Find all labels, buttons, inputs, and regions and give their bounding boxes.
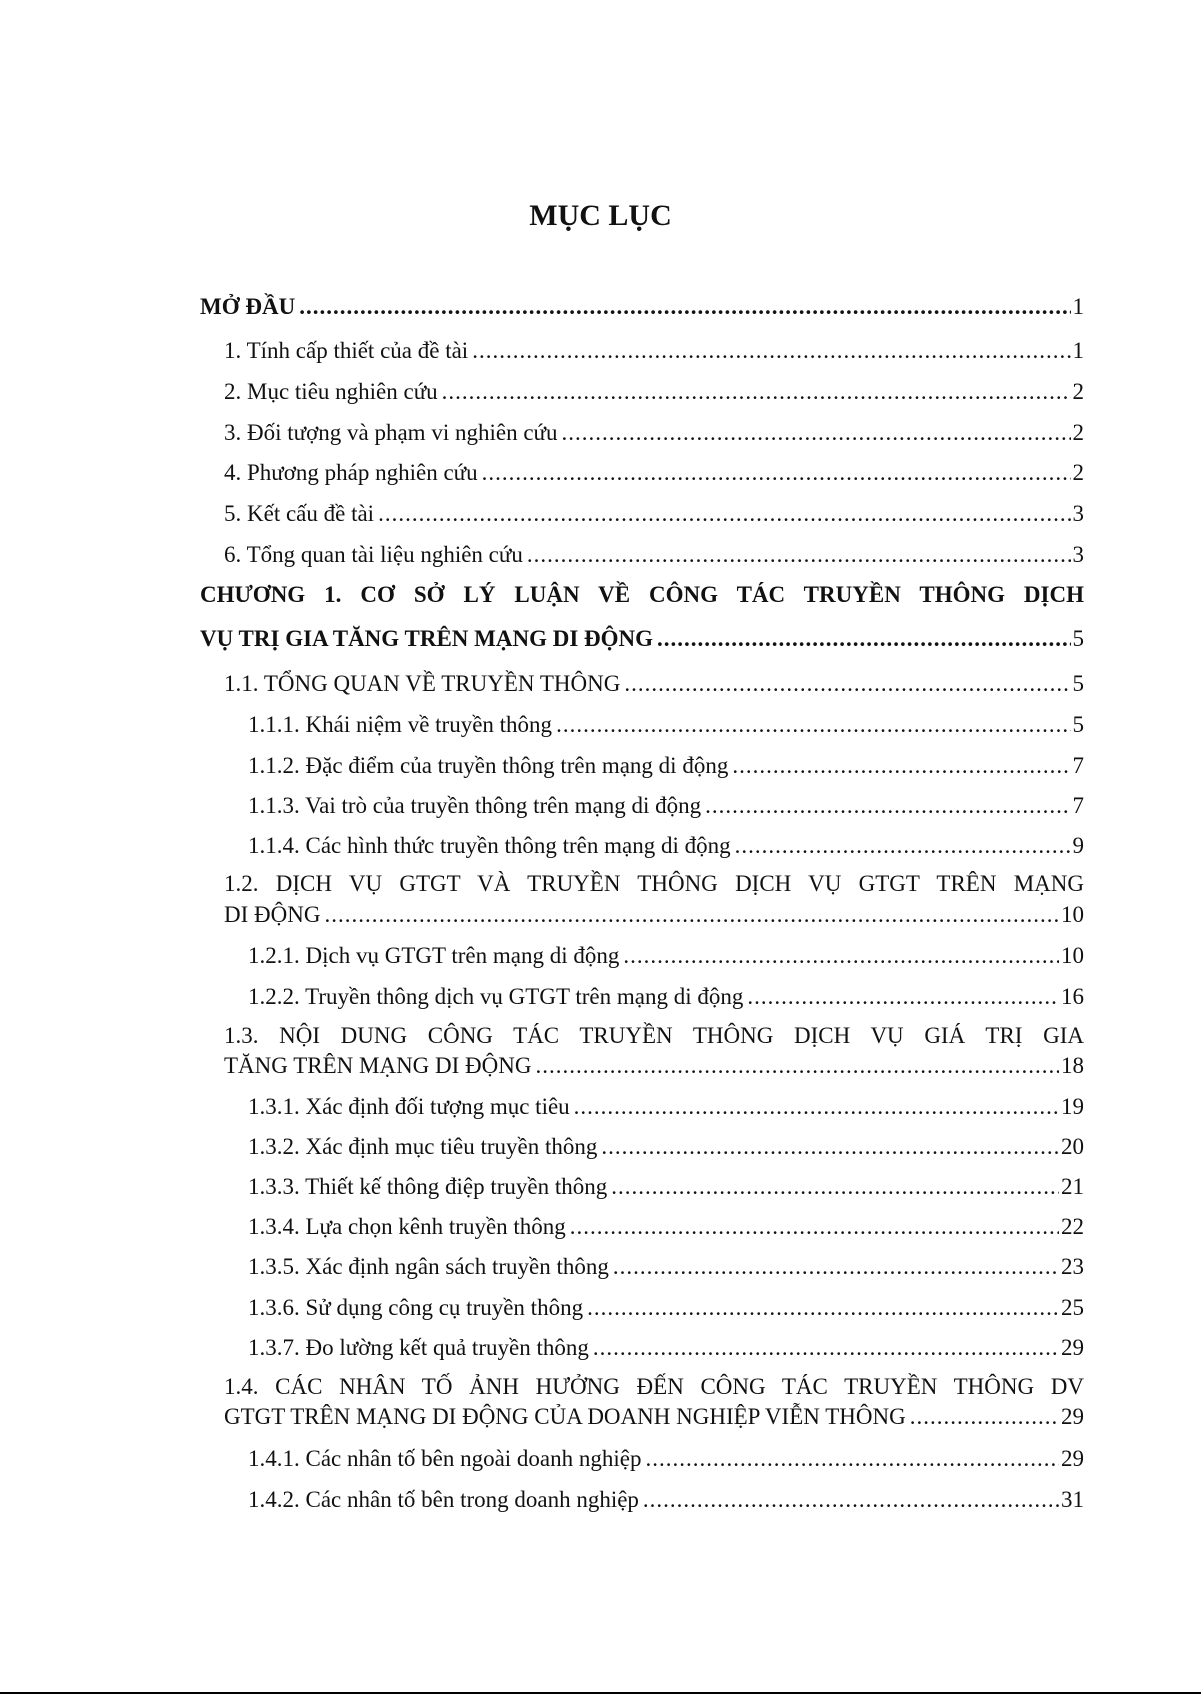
toc-section-line[interactable]: 1.3. NỘI DUNG CÔNG TÁC TRUYỀN THÔNG DỊCH VỤ GIÁ TRỊ GIA bbox=[224, 1023, 1084, 1048]
toc-entry-title: 1.2.1. Dịch vụ GTGT trên mạng di động bbox=[248, 943, 620, 968]
dot-leader bbox=[601, 1132, 1059, 1162]
toc-entry-title: 1.1. TỔNG QUAN VỀ TRUYỀN THÔNG bbox=[224, 671, 621, 696]
toc-entry-page: 16 bbox=[1061, 984, 1084, 1009]
toc-entry-title: 3. Đối tượng và phạm vi nghiên cứu bbox=[224, 420, 558, 445]
toc-entry-title: 1.3.2. Xác định mục tiêu truyền thông bbox=[248, 1134, 598, 1159]
toc-section-line[interactable]: 1.2. DỊCH VỤ GTGT VÀ TRUYỀN THÔNG DỊCH VỤ GTGT TRÊN MẠNG bbox=[224, 871, 1084, 896]
toc-entry[interactable] bbox=[224, 1402, 1084, 1432]
dot-leader bbox=[442, 377, 1071, 407]
toc-entry-title: 1.1.1. Khái niệm về truyền thông bbox=[248, 712, 553, 737]
toc-entry-page: 23 bbox=[1061, 1254, 1084, 1279]
toc-entry-title: 1.4.1. Các nhân tố bên ngoài doanh nghiệp bbox=[248, 1446, 642, 1471]
toc-entry-page: 3 bbox=[1072, 542, 1084, 567]
toc-entry-title: MỞ ĐẦU bbox=[200, 294, 296, 319]
toc-entry-title: 1.4.2. Các nhân tố bên trong doanh nghiệp bbox=[248, 1487, 639, 1512]
toc-entry-page: 1 bbox=[1072, 294, 1084, 319]
dot-leader bbox=[556, 710, 1070, 740]
dot-leader bbox=[593, 1333, 1059, 1363]
dot-leader bbox=[623, 941, 1059, 971]
toc-entry-title: GTGT TRÊN MẠNG DI ĐỘNG CỦA DOANH NGHIỆP VIỄN THÔNG bbox=[224, 1404, 906, 1429]
toc-entry-title: 1.3.4. Lựa chọn kênh truyền thông bbox=[248, 1214, 566, 1239]
dot-leader bbox=[643, 1485, 1059, 1515]
toc-entry[interactable] bbox=[248, 982, 1084, 1012]
dot-leader bbox=[613, 1252, 1059, 1282]
dot-leader bbox=[562, 418, 1071, 448]
toc-entry[interactable] bbox=[248, 1444, 1084, 1474]
dot-leader bbox=[527, 540, 1071, 570]
dot-leader bbox=[574, 1092, 1059, 1122]
toc-entry[interactable] bbox=[224, 458, 1084, 488]
dot-leader bbox=[747, 982, 1059, 1012]
dot-leader bbox=[570, 1212, 1059, 1242]
toc-entry-title: 1. Tính cấp thiết của đề tài bbox=[224, 338, 469, 363]
toc-entry-page: 25 bbox=[1061, 1295, 1084, 1320]
dot-leader bbox=[732, 751, 1070, 781]
dot-leader bbox=[657, 624, 1070, 654]
toc-entry[interactable] bbox=[248, 751, 1084, 781]
toc-entry-page: 2 bbox=[1072, 379, 1084, 404]
dot-leader bbox=[378, 499, 1070, 529]
dot-leader bbox=[611, 1172, 1059, 1202]
toc-entry-page: 2 bbox=[1072, 420, 1084, 445]
toc-entry-page: 7 bbox=[1072, 753, 1084, 778]
toc-entry-page: 10 bbox=[1061, 943, 1084, 968]
toc-entry-title: 1.3.5. Xác định ngân sách truyền thông bbox=[248, 1254, 609, 1279]
toc-entry[interactable] bbox=[248, 1485, 1084, 1515]
toc-entry[interactable] bbox=[224, 336, 1084, 366]
toc-entry-page: 18 bbox=[1061, 1053, 1084, 1078]
toc-section-line[interactable]: 1.4. CÁC NHÂN TỐ ẢNH HƯỞNG ĐẾN CÔNG TÁC TRUYỀN THÔNG DV bbox=[224, 1374, 1084, 1399]
toc-entry-page: 20 bbox=[1061, 1134, 1084, 1159]
toc-entry-title: 1.1.3. Vai trò của truyền thông trên mạng di động bbox=[248, 793, 702, 818]
toc-entry-title: 1.1.2. Đặc điểm của truyền thông trên mạng di động bbox=[248, 753, 729, 778]
toc-entry-page: 22 bbox=[1061, 1214, 1084, 1239]
dot-leader bbox=[482, 458, 1071, 488]
toc-entry[interactable] bbox=[248, 1252, 1084, 1282]
toc-entry-page: 5 bbox=[1072, 626, 1084, 651]
dot-leader bbox=[624, 669, 1070, 699]
toc-entry-title: 1.3.1. Xác định đối tượng mục tiêu bbox=[248, 1094, 570, 1119]
toc-entry-title: TĂNG TRÊN MẠNG DI ĐỘNG bbox=[224, 1053, 532, 1078]
toc-entry[interactable] bbox=[248, 791, 1084, 821]
page-bottom-border bbox=[0, 1692, 1201, 1694]
toc-entry[interactable] bbox=[248, 1172, 1084, 1202]
dot-leader bbox=[324, 900, 1059, 930]
page-title: MỤC LỤC bbox=[529, 199, 672, 232]
toc-entry-page: 29 bbox=[1061, 1446, 1084, 1471]
toc-entry[interactable] bbox=[224, 669, 1084, 699]
toc-entry[interactable] bbox=[248, 1293, 1084, 1323]
toc-entry-title: 2. Mục tiêu nghiên cứu bbox=[224, 379, 438, 404]
toc-entry[interactable] bbox=[248, 1132, 1084, 1162]
toc-entry[interactable] bbox=[248, 831, 1084, 861]
toc-entry-page: 19 bbox=[1061, 1094, 1084, 1119]
toc-entry-title: 1.1.4. Các hình thức truyền thông trên mạng di động bbox=[248, 833, 731, 858]
dot-leader bbox=[735, 831, 1071, 861]
toc-entry-page: 7 bbox=[1072, 793, 1084, 818]
toc-entry-page: 29 bbox=[1061, 1404, 1084, 1429]
toc-entry[interactable] bbox=[200, 624, 1084, 654]
toc-entry[interactable] bbox=[248, 1333, 1084, 1363]
toc-entry-page: 5 bbox=[1072, 712, 1084, 737]
toc-entry-page: 2 bbox=[1072, 460, 1084, 485]
toc-entry[interactable] bbox=[224, 377, 1084, 407]
toc-entry[interactable] bbox=[224, 418, 1084, 448]
toc-entry-title: VỤ TRỊ GIA TĂNG TRÊN MẠNG DI ĐỘNG bbox=[200, 626, 654, 651]
toc-entry[interactable] bbox=[248, 941, 1084, 971]
toc-entry[interactable] bbox=[200, 292, 1084, 322]
toc-entry-title: 6. Tổng quan tài liệu nghiên cứu bbox=[224, 542, 523, 567]
toc-entry[interactable] bbox=[224, 499, 1084, 529]
toc-entry-page: 10 bbox=[1061, 902, 1084, 927]
toc-entry[interactable] bbox=[224, 1051, 1084, 1081]
toc-chapter-line[interactable]: CHƯƠNG 1. CƠ SỞ LÝ LUẬN VỀ CÔNG TÁC TRUYỀN THÔNG DỊCH bbox=[200, 582, 1084, 607]
toc-entry-title: 1.2.2. Truyền thông dịch vụ GTGT trên mạng di động bbox=[248, 984, 744, 1009]
toc-entry[interactable] bbox=[224, 540, 1084, 570]
toc-entry-title: 1.3.3. Thiết kế thông điệp truyền thông bbox=[248, 1174, 608, 1199]
toc-entry[interactable] bbox=[224, 900, 1084, 930]
toc-entry-page: 29 bbox=[1061, 1335, 1084, 1360]
toc-entry-page: 21 bbox=[1061, 1174, 1084, 1199]
toc-entry[interactable] bbox=[248, 1092, 1084, 1122]
dot-leader bbox=[910, 1402, 1059, 1432]
toc-entry-title: 5. Kết cấu đề tài bbox=[224, 501, 375, 526]
toc-entry-page: 31 bbox=[1061, 1487, 1084, 1512]
dot-leader bbox=[587, 1293, 1059, 1323]
dot-leader bbox=[645, 1444, 1059, 1474]
dot-leader bbox=[472, 336, 1070, 366]
dot-leader bbox=[536, 1051, 1059, 1081]
toc-entry[interactable] bbox=[248, 710, 1084, 740]
toc-entry-title: 1.3.7. Đo lường kết quả truyền thông bbox=[248, 1335, 589, 1360]
toc-entry-page: 9 bbox=[1072, 833, 1084, 858]
toc-entry-page: 1 bbox=[1072, 338, 1084, 363]
toc-entry-page: 3 bbox=[1072, 501, 1084, 526]
toc-entry-title: DI ĐỘNG bbox=[224, 902, 321, 927]
dot-leader bbox=[705, 791, 1070, 821]
toc-entry-title: 4. Phương pháp nghiên cứu bbox=[224, 460, 478, 485]
dot-leader bbox=[299, 292, 1070, 322]
toc-entry-page: 5 bbox=[1072, 671, 1084, 696]
toc-entry[interactable] bbox=[248, 1212, 1084, 1242]
toc-entry-title: 1.3.6. Sử dụng công cụ truyền thông bbox=[248, 1295, 584, 1320]
